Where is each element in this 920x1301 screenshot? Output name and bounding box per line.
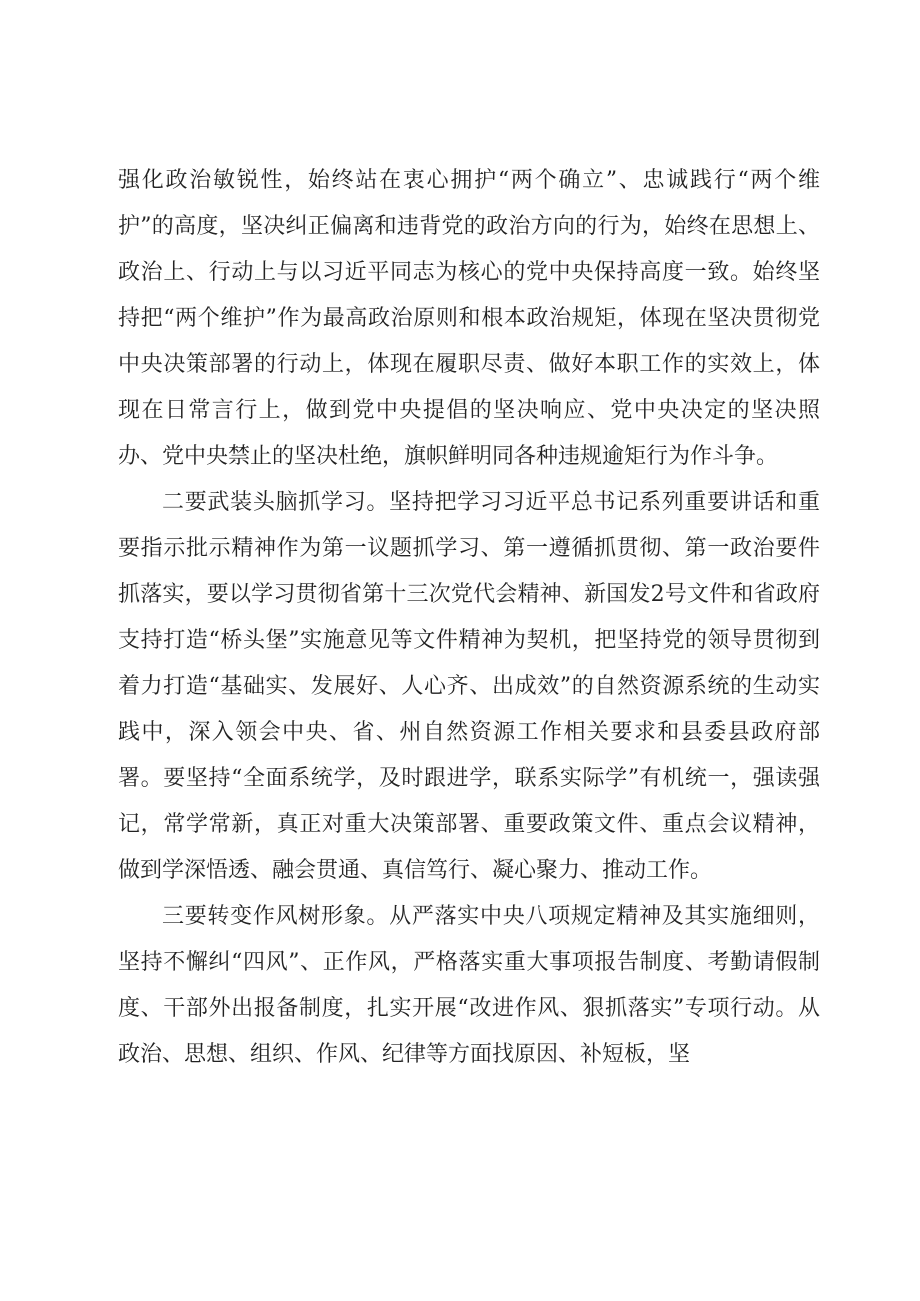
paragraph-study: 二要武装头脑抓学习。坚持把学习习近平总书记系列重要讲话和重要指示批示精神作为第一议题抓学习、第一遵循抓贯彻、第一政治要件抓落实，要以学习贯彻省第十三次党代会精神、新国发2号文件和省政府支持打造“桥头堡”实施意见等文件精神为契机，把坚持党的领导贯彻到着力打造“基础实、发展好、人心齐、出成效”的自然资源系统的生动实践中，深入领会中央、省、州自然资源工作相关要求和县委县政府部署。要坚持“全面系统学，及时跟进学，联系实际学”有机统一，强读强记，常学常新，真正对重大决策部署、重要政策文件、重点会议精神，做到学深悟透、融会贯通、真信笃行、凝心聚力、推动工作。 xyxy=(118,490,820,883)
paragraph-political-loyalty: 强化政治敏锐性，始终站在衷心拥护“两个确立”、忠诚践行“两个维护”的高度，坚决纠正偏离和违背党的政治方向的行为，始终在思想上、政治上、行动上与以习近平同志为核心的党中央保持高度一致。始终坚持把“两个维护”作为最高政治原则和根本政治规矩，体现在坚决贯彻党中央决策部署的行动上，体现在履职尽责、做好本职工作的实效上，体现在日常言行上，做到党中央提倡的坚决响应、党中央决定的坚决照办、党中央禁止的坚决杜绝，旗帜鲜明同各种违规逾矩行为作斗争。 xyxy=(118,168,820,469)
document-body xyxy=(118,158,820,1078)
paragraph-work-style: 三要转变作风树形象。从严落实中央八项规定精神及其实施细则，坚持不懈纠“四风”、正作风，严格落实重大事项报告制度、考勤请假制度、干部外出报备制度，扎实开展“改进作风、狠抓落实”专项行动。从政治、思想、组织、作风、纪律等方面找原因、补短板，坚 xyxy=(118,904,820,1067)
